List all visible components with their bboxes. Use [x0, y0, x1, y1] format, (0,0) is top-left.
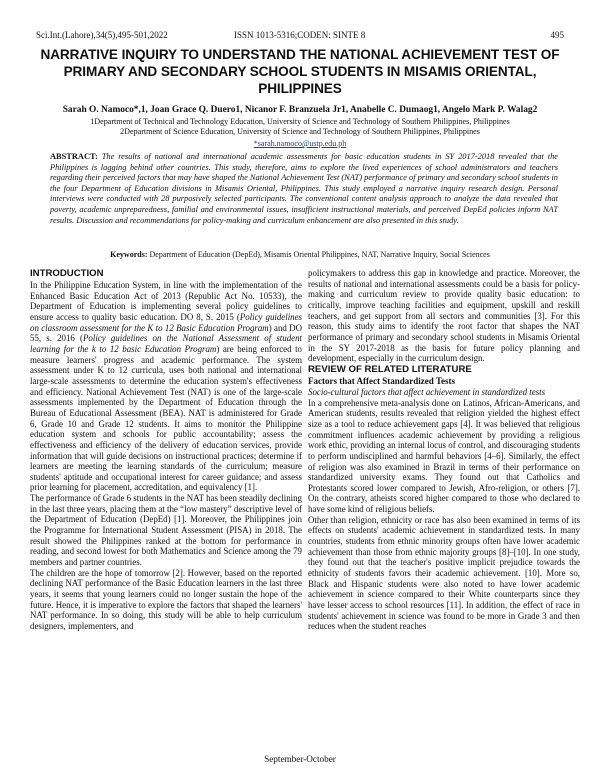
keywords: [20, 250, 580, 260]
affiliation-1: 1Department of Technical and Technology Education, University of Science and Technology of Southern Philippines, Philippines: [90, 117, 510, 126]
text-run: In the Philippine Education System, in line with the implementation of the Enhanced Basic Education Act of 2013 (Republic Act No. 10533), the Department of Education is implementing several policy guidelines to ensure access to quality basic education. DO 8, S. 2015 (: [30, 280, 302, 322]
keywords-text: Department of Education (DepEd), Misamis Oriental Philippines, NAT, Narrative Inquiry, Social Sciences: [149, 250, 490, 259]
corresponding-email: [20, 139, 580, 149]
right-column: [308, 268, 580, 632]
author-list: Sarah O. Namoco*,1, Joan Grace Q. Duero1, Nicanor F. Branzuela Jr1, Anabelle C. Dumaog1, Angelo Mark P. Walag2: [62, 105, 538, 115]
italic-run: Policy guidelines on classroom assessment for the K to 12 Basic Education Program: [30, 311, 302, 333]
left-column: [30, 268, 302, 632]
keywords-label: Keywords:: [110, 250, 148, 259]
page-footer: September-October: [264, 754, 336, 764]
italic-run: Policy guidelines on the National Assessment of student learning for the k to 12 basic Education Program: [30, 333, 302, 354]
email-link[interactable]: *sarah.namoco@ustp.edu.ph: [253, 139, 347, 148]
affiliations: [20, 117, 580, 137]
issn-line: ISSN 1013-5316;CODEN: SINTE 8: [234, 30, 366, 40]
abstract-label: ABSTRACT:: [50, 152, 98, 161]
paragraph: [30, 280, 302, 493]
abstract: [50, 152, 558, 226]
running-header: [36, 28, 564, 42]
paragraph: The performance of Grade 6 students in the NAT has been steadily declining in the last three years, placing them at the “low mastery” descriptive level of the Department of Education (DepEd) [1]. Moreover, the Philippines join the Programme for International Student Assessment (PISA) in 2018. The result showed the Philippines ranked at the bottom for performance in reading, and second lowest for both Mathematics and Science among the 79 members and partner countries.: [30, 493, 302, 568]
paper-title: NARRATIVE INQUIRY TO UNDERSTAND THE NATIONAL ACHIEVEMENT TEST OF PRIMARY AND SECONDARY SCHOOL STUDENTS IN MISAMIS ORIENTAL, PHILIPPINES: [40, 47, 560, 96]
paragraph: The children are the hope of tomorrow [2]. However, based on the reported declining NAT performance of the Basic Education learners in the last three years, it seems that young learners could no longer sustain the hope of the future. Hence, it is imperative to explore the factors that shaped the learners' NAT performance. In so doing, this study will be able to help curriculum designers, implementers, and: [30, 567, 302, 631]
page-number: 495: [550, 30, 564, 40]
paragraph: policymakers to address this gap in knowledge and practice. Moreover, the results of national and international assessments could be a basis for policy-making and curriculum review to provide quality basic education: to critically, improve teaching facilities and equipment, upskill and reskill teachers, and get support from all sectors and communities [3]. For this reason, this study aims to identify the root factor that shapes the NAT performance of primary and secondary school students in Misamis Oriental in the SY 2017-2018 as the basis for future policy planning and development, especially in the curriculum design.: [308, 268, 580, 364]
paragraph: Other than religion, ethnicity or race has also been examined in terms of its effects on students' academic achievement in standardized tests. In many countries, students from ethnic minority groups often have lower academic achievement than those from ethnic majority groups [8]–[10]. In one study, they found out that the teacher's positive implicit prejudice towards the ethnicity of students favors their academic achievement. [10]. More so, Black and Hispanic students were also noted to have lower academic achievement in science compared to their White counterparts since they have lesser access to school resources [11]. In addition, the effect of race in students' achievement in science was found to be more in Grade 3 and then reduces when the student reaches: [308, 514, 580, 632]
affiliation-2: 2Department of Science Education, University of Science and Technology of Southern Philippines, Philippines: [120, 127, 480, 136]
section-heading-introduction: INTRODUCTION: [30, 268, 104, 279]
subsubsection-heading: Socio-cultural factors that affect achievement in standardized tests: [308, 386, 546, 397]
subsection-heading: Factors that Affect Standardized Tests: [308, 375, 455, 386]
text-run: ) are being enforced to measure learners' progress and academic performance. The system assessment under K to 12 curricula, uses both national and international large-scale assessments to determine the education system's effectiveness and efficiency. National Achievement Test (NAT) is one of the large-scale assessments implemented by the Department of Education through the Bureau of Educational Assessment (BEA). NAT is administered for Grade 6, Grade 10 and Grade 12 students. It aims to monitor the Philippine education system and schools for public accountability; assess the effectiveness and efficiency of the delivery of education services, provide information that will guide decisions on instructional practices; determine if learners are meeting the learning standards of the curriculum; measure students' aptitude and occupational interest for career guidance; and assess prior learning for placement, accreditation, and equivalency [1].: [30, 343, 302, 493]
section-heading-review: REVIEW OF RELATED LITERATURE: [308, 363, 472, 375]
journal-citation: Sci.Int.(Lahore),34(5),495-501,2022: [36, 30, 168, 40]
paragraph: In a comprehensive meta-analysis done on Latinos, African-Americans, and American students, results revealed that religion yielded the highest effect size as a tool to reduce achievement gaps [4]. It was believed that religious commitment influences academic achievement by providing a religious work ethic, providing an internal locus of control, and discouraging students to perform undisciplined and harmful behaviors [4–6]. Similarly, the effect of religion was also examined in Brazil in terms of their performance on standardized university exams. They found out that Catholics and Protestants scored lower compared to Jewish, Afro-religion, or others [7]. On the contrary, atheists scored higher compared to those who declared to have some kind of religious beliefs.: [308, 397, 580, 515]
text-run: ) and DO 55, s. 2016 (: [30, 322, 302, 344]
abstract-text: The results of national and international academic assessments for basic education students in SY 2017-2018 revealed that the Philippines is lagging behind other countries. This study, therefore, aims to explore the lived experiences of school administrators and teachers regarding their perceived factors that may have shaped the National Achievement Test (NAT) performance of primary and secondary school students in the four Department of Education divisions in Misamis Oriental, Philippines. This study employed a narrative inquiry research design. Personal interviews were conducted with 28 purposively selected participants. The conventional content analysis approach to analyze the data revealed that poverty, academic unpreparedness, familial and environmental issues, insufficient instructional materials, and perceived DepEd policies inform NAT results. Discussion and recommendations for policy-making and curriculum enhancement are also presented in this study.: [50, 152, 559, 225]
